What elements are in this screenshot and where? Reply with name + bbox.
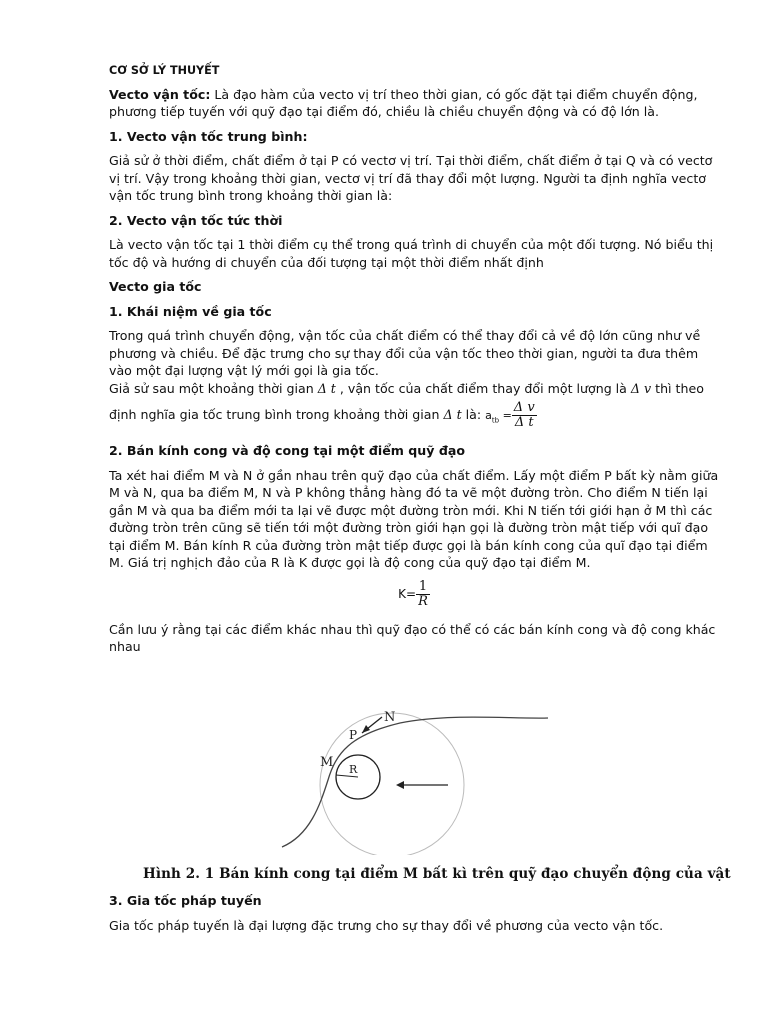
a-subscript: tb [491,416,500,425]
accel-line-2-mid: , vận tốc của chất điểm thay đổi một lượng là [335,380,631,396]
figure-caption: Hình 2. 1 Bán kính cong tại điểm M bất kì trên quỹ đạo chuyển động của vật [143,866,731,882]
section-accel-concept-title: 1. Khái niệm về gia tốc [109,303,272,319]
delta-t-symbol: Δ t [317,380,336,396]
accel-line-3-post: là: [461,407,486,422]
trajectory-curve [282,717,548,847]
section-instant-velocity-title: 2. Vecto vận tốc tức thời [109,212,283,228]
section-curvature-title: 2. Bán kính cong và độ cong tại một điểm quỹ đạo [109,443,466,459]
section-average-velocity-title: 1. Vecto vận tốc trung bình: [109,128,308,144]
fraction-numerator: Δ v [513,400,535,415]
section-average-velocity-text: Giả sử ở thời điểm, chất điểm ở tại P có vectơ vị trí. Tại thời điểm, chất điểm ở tại Q và có vectơ vị trí. Vậy trong khoảng thời gian, vectơ vị trí đã thay đổi một lượng. Người ta định nghĩa vectơ vận tốc trung bình trong khoảng thời gian là: [109,153,713,203]
velocity-definition [109,86,719,121]
k-label: K= [398,586,417,601]
k-fraction [416,580,430,609]
accel-line-3-pre: định nghĩa gia tốc trung bình trong khoảng thời gian [109,407,444,422]
curvature-diagram [270,705,570,855]
arrow-n-head [362,725,370,733]
accel-fraction [512,401,537,430]
velocity-def-text: Là đạo hàm của vecto vị trí theo thời gian, có gốc đặt tại điểm chuyển động, phương tiếp tuyến với quỹ đạo tại điểm đó, chiều là chiều chuyển động và có độ lớn là. [109,86,698,119]
section-normal-accel-text: Gia tốc pháp tuyến là đại lượng đặc trưng cho sự thay đổi về phương của vecto vận tốc. [109,917,664,933]
section-instant-velocity-text: Là vecto vận tốc tại 1 thời điểm cụ thể trong quá trình di chuyển của một đối tượng. Nó biểu thị tốc độ và hướng di chuyển của đối tượng tại một thời điểm nhất định [109,237,714,270]
equals-sign: = [499,409,512,422]
acceleration-title: Vecto gia tốc [109,279,202,294]
document-body-after [109,892,719,941]
section-curvature-text: Ta xét hai điểm M và N ở gần nhau trên quỹ đạo của chất điểm. Lấy một điểm P bất kỳ nằm giữa M và N, qua ba điểm M, N và P không thẳng hàng đó ta vẽ một đường tròn. Cho điểm N tiến lại gần M và qua ba điểm mới ta lại vẽ được một đường tròn mới. Khi N tiến tới giới hạn ở M thì các đường tròn trên cũng sẽ tiến tới một đường tròn giới hạn gọi là đường tròn mật tiếp với quĩ đạo tại điểm M. Bán kính R của đường tròn mật tiếp được gọi là bán kính cong của quĩ đạo tại điểm M. Giá trị nghịch đảo của R là K được gọi là độ cong của quỹ đạo tại điểm M. [109,467,719,571]
k-denominator: R [418,593,428,609]
arrow-left-head [396,781,404,789]
label-r: R [349,763,358,776]
curvature-formula [109,580,719,609]
a-symbol: a [485,409,492,422]
doc-title: CƠ SỞ LÝ THUYẾT [109,64,220,77]
k-numerator: 1 [416,580,430,595]
section-normal-accel-title: 3. Gia tốc pháp tuyến [109,893,262,908]
delta-v-symbol: Δ v [630,380,652,396]
delta-t-symbol: Δ t [443,407,462,422]
section-accel-concept-text: Trong quá trình chuyển động, vận tốc của chất điểm có thể thay đổi cả về độ lớn cũng như về phương và chiều. Để đặc trưng cho sự thay đổi của vận tốc theo thời gian, người ta đưa thêm vào một đại lượng vật lý mới gọi là gia tốc. [109,328,701,378]
accel-line-2-pre: Giả sử sau một khoảng thời gian [109,380,318,396]
label-p: P [349,728,358,742]
fraction-denominator: Δ t [514,415,534,430]
document-body [109,62,719,663]
curvature-note: Cần lưu ý rằng tại các điểm khác nhau thì quỹ đạo có thể có các bán kính cong và độ cong khác nhau [109,621,716,655]
accel-line-3 [109,401,719,430]
label-n: N [384,710,396,725]
large-circle [320,713,464,855]
curvature-figure [270,705,570,855]
velocity-term: Vecto vận tốc: [109,86,211,102]
accel-line-2-post: thì theo [651,380,704,396]
label-m: M [320,755,334,770]
accel-line-2 [109,380,719,398]
